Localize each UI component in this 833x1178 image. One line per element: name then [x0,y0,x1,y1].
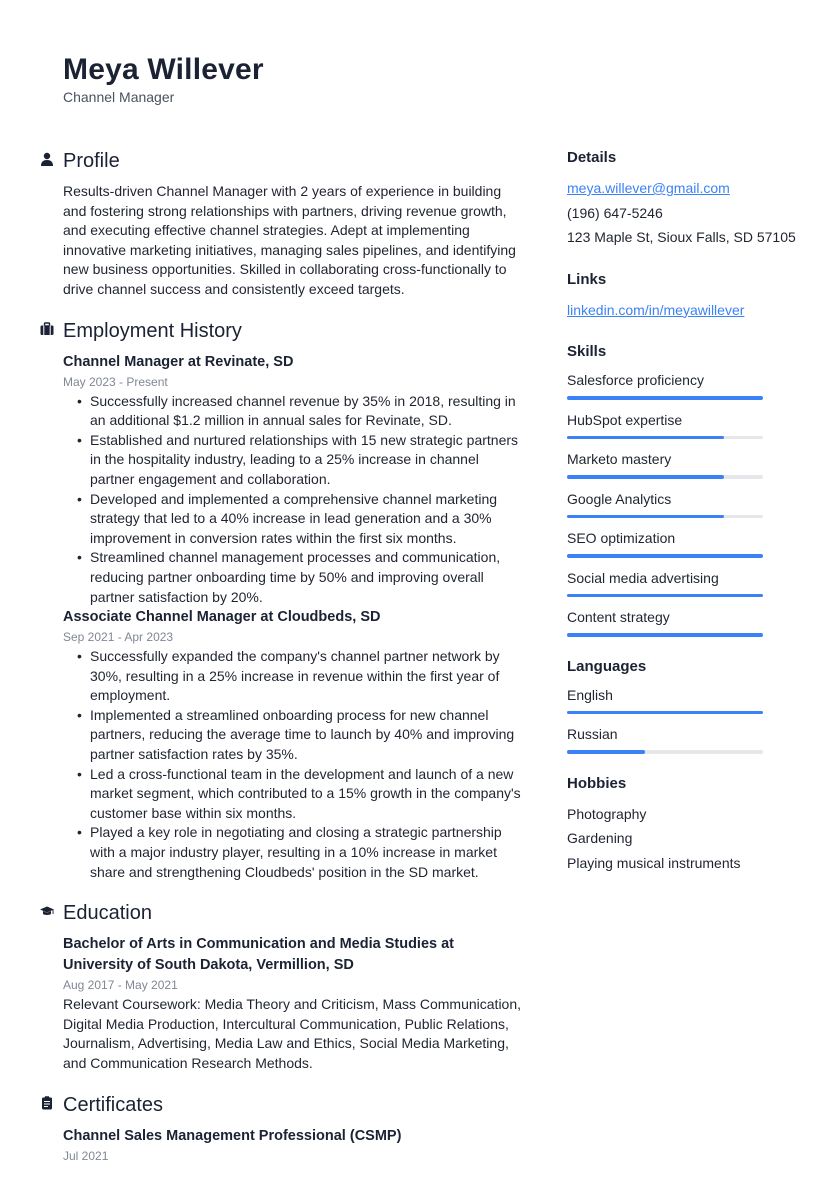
skills-section [567,342,807,637]
hobby-item: Gardening [567,830,633,847]
job-bullet: • Developed and implemented a comprehensive channel marketing strategy that led to a 40% increase in lead generation and a 30% improvement in conversion rates within the first six months. [90,490,525,549]
resume-header [63,52,264,105]
language-item [567,685,807,715]
language-level-fill [567,711,763,715]
language-level-bar [567,711,763,715]
skill-level-fill [567,515,724,519]
language-level-bar [567,750,763,754]
job-bullets [40,647,525,882]
hobby-item: Photography [567,805,647,822]
certificates-heading [40,1092,525,1120]
skill-item [567,607,807,637]
education-heading [40,900,525,928]
degree-dates: Aug 2017 - May 2021 [63,978,178,993]
section-title: Employment History [63,319,242,342]
profile-section [40,148,525,300]
hobby-item: Playing musical instruments [567,855,741,872]
skill-level-bar [567,594,763,598]
job-title: Channel Manager at Revinate, SD [63,353,294,370]
phone-number: (196) 647-5246 [567,204,663,221]
job-bullet: • Streamlined channel management processes and communication, reducing partner onboarding time by 50% and improving overall partner satisfaction by 20%. [90,548,525,607]
language-name: English [567,686,613,703]
languages-heading: Languages [567,657,647,675]
skill-level-bar [567,515,763,519]
language-name: Russian [567,726,618,743]
skill-name: Content strategy [567,609,670,626]
skill-level-bar [567,554,763,558]
job-bullets [40,392,525,608]
degree-title: Bachelor of Arts in Communication and Media Studies at University of South Dakota, Vermillion, SD [63,936,455,974]
certificates-section [40,1092,525,1165]
job-entry [40,352,525,608]
candidate-name: Meya Willever [63,53,264,86]
skill-name: SEO optimization [567,530,676,547]
skill-level-bar [567,475,763,479]
skill-level-bar [567,436,763,440]
skill-level-fill [567,475,724,479]
skill-name: Social media advertising [567,569,719,586]
languages-section [567,657,807,754]
skill-name: Marketo mastery [567,451,672,468]
profile-summary: Results-driven Channel Manager with 2 years of experience in building and fostering strong relationships with partners, driving revenue growth, and executing effective channel strategies. Adept at implementing innovative marketing initiatives, managing sales pipelines, and identifying new business opportunities. Skilled in collaborating cross-functionally to drive channel success and consistently exceed targets. [63,183,516,297]
sidebar [567,148,807,896]
section-title: Profile [63,150,120,172]
skill-name: HubSpot expertise [567,411,683,428]
candidate-title: Channel Manager [63,89,175,105]
certificate-title: Channel Sales Management Professional (CSMP) [63,1127,402,1144]
linkedin-link[interactable]: linkedin.com/in/meyawillever [567,301,745,318]
education-section [40,900,525,1073]
skill-level-fill [567,396,763,400]
section-title: Certificates [63,1093,164,1116]
hobbies-section [567,774,807,876]
skill-level-bar [567,396,763,400]
skill-item [567,449,807,479]
graduation-cap-icon [40,904,54,918]
language-item [567,724,807,754]
job-bullet: • Successfully expanded the company's channel partner network by 30%, resulting in a 25% increase in revenue within the first year of employment. [90,647,525,706]
skill-item [567,410,807,440]
skill-level-fill [567,633,763,637]
job-dates: May 2023 - Present [63,374,168,389]
skills-heading: Skills [567,343,607,361]
coursework: Relevant Coursework: Media Theory and Criticism, Mass Communication, Digital Media Production, Intercultural Communication, Public Relations, Journalism, Advertising, Media Law and Ethics, Social Media Marketing, and Communication Research Methods. [63,996,522,1071]
job-bullet: • Implemented a streamlined onboarding process for new channel partners, reducing the average time to launch by 40% and improving partner satisfaction rates by 35%. [90,706,525,765]
job-entry [40,607,525,882]
links-section [567,270,807,323]
language-level-fill [567,750,645,754]
skill-level-fill [567,594,763,598]
skill-item [567,370,807,400]
profile-heading [40,148,525,176]
address: 123 Maple St, Sioux Falls, SD 57105 [567,229,796,246]
job-bullet: • Led a cross-functional team in the development and launch of a new market segment, which contributed to a 15% growth in the company's customer base within six months. [90,765,525,824]
skill-item [567,528,807,558]
skill-level-fill [567,554,763,558]
main-column [40,148,525,1178]
details-heading: Details [567,149,617,166]
section-title: Education [63,902,152,925]
links-heading: Links [567,270,607,288]
employment-section [40,318,525,883]
job-title: Associate Channel Manager at Cloudbeds, SD [63,609,381,626]
job-dates: Sep 2021 - Apr 2023 [63,630,174,645]
details-section [567,148,807,250]
email-link[interactable]: meya.willever@gmail.com [567,180,730,196]
employment-heading [40,318,525,346]
skill-item [567,568,807,598]
job-bullet: • Successfully increased channel revenue by 35% in 2018, resulting in an additional $1.2 million in annual sales for Revinate, SD. [90,392,525,431]
hobbies-heading: Hobbies [567,774,627,792]
skill-level-bar [567,633,763,637]
certificate-date: Jul 2021 [63,1148,109,1163]
languages-list [567,685,807,754]
job-bullet: • Played a key role in negotiating and closing a strategic partnership with a major industry player, resulting in a 10% increase in market share and strengthening Cloudbeds' position in the SD market. [90,823,525,882]
skill-item [567,489,807,519]
certificate-icon [40,1096,54,1110]
skill-level-fill [567,436,724,440]
skill-name: Google Analytics [567,490,672,507]
person-icon [40,152,54,166]
skills-list [567,370,807,637]
briefcase-icon [40,322,54,336]
job-bullet: • Established and nurtured relationships with 15 new strategic partners in the hospitality industry, leading to a 25% increase in channel partner engagement and collaboration. [90,431,525,490]
skill-name: Salesforce proficiency [567,372,704,389]
